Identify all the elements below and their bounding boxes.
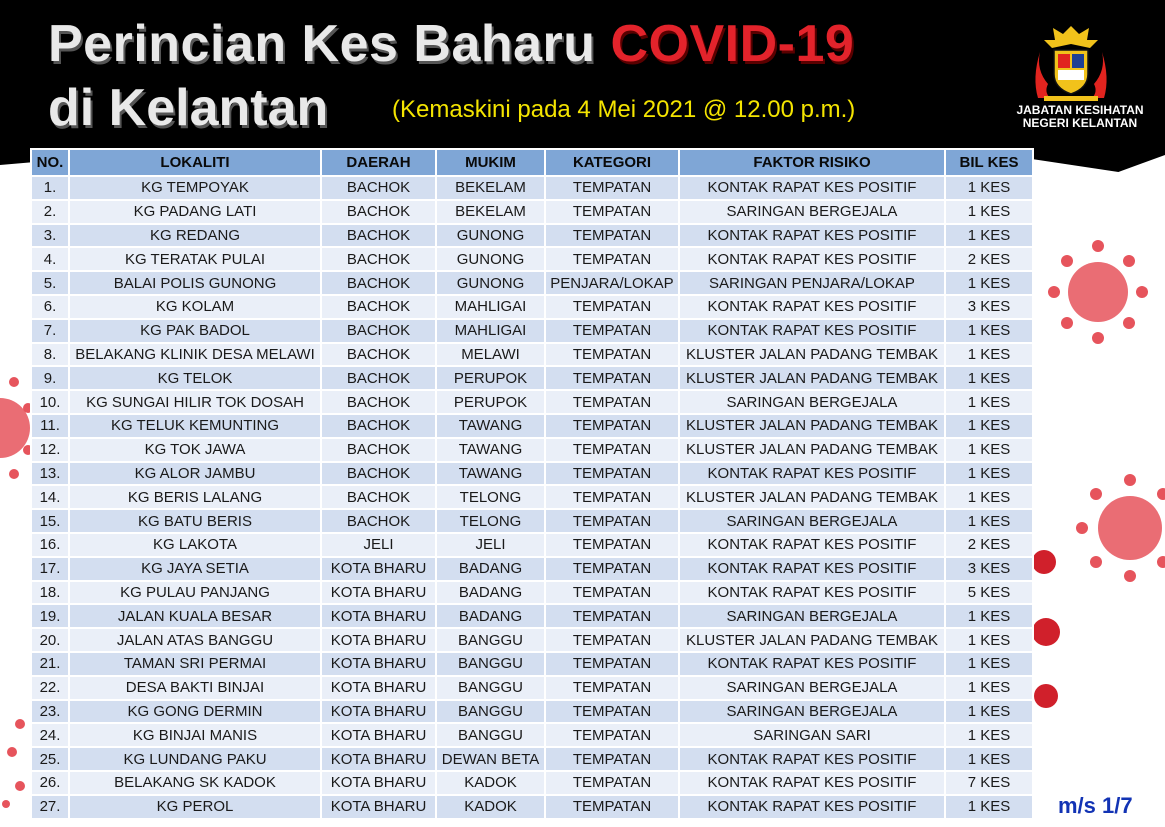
cell-no: 21. [31,652,69,676]
cell-kategori: TEMPATAN [545,438,679,462]
cell-bil-kes: 1 KES [945,366,1033,390]
cell-bil-kes: 1 KES [945,509,1033,533]
cell-kategori: TEMPATAN [545,652,679,676]
table-row [31,652,1033,676]
cell-faktor-risiko: SARINGAN BERGEJALA [679,700,945,724]
cell-no: 14. [31,485,69,509]
cell-lokaliti: BALAI POLIS GUNONG [69,271,321,295]
cell-bil-kes: 1 KES [945,271,1033,295]
cell-faktor-risiko: KONTAK RAPAT KES POSITIF [679,557,945,581]
cell-kategori: TEMPATAN [545,247,679,271]
cell-kategori: TEMPATAN [545,581,679,605]
cell-mukim: BADANG [436,557,545,581]
cell-kategori: TEMPATAN [545,200,679,224]
cell-daerah: BACHOK [321,295,436,319]
cell-lokaliti: KG SUNGAI HILIR TOK DOSAH [69,390,321,414]
cell-no: 12. [31,438,69,462]
table-row [31,485,1033,509]
cell-mukim: BANGGU [436,628,545,652]
cell-faktor-risiko: KLUSTER JALAN PADANG TEMBAK [679,343,945,367]
cell-no: 22. [31,676,69,700]
table-row [31,795,1033,819]
page-number: m/s 1/7 [1058,793,1133,818]
table-row [31,390,1033,414]
cell-faktor-risiko: SARINGAN BERGEJALA [679,604,945,628]
cell-faktor-risiko: KLUSTER JALAN PADANG TEMBAK [679,485,945,509]
cell-daerah: KOTA BHARU [321,581,436,605]
cell-no: 19. [31,604,69,628]
table-row [31,747,1033,771]
cell-daerah: KOTA BHARU [321,604,436,628]
cell-mukim: BEKELAM [436,200,545,224]
cell-mukim: TAWANG [436,462,545,486]
cases-table [30,148,1034,820]
cell-no: 17. [31,557,69,581]
cell-no: 10. [31,390,69,414]
cell-faktor-risiko: KONTAK RAPAT KES POSITIF [679,771,945,795]
cell-no: 27. [31,795,69,819]
cell-lokaliti: KG ALOR JAMBU [69,462,321,486]
cell-bil-kes: 1 KES [945,462,1033,486]
table-row [31,700,1033,724]
cell-mukim: DEWAN BETA [436,747,545,771]
cell-faktor-risiko: KONTAK RAPAT KES POSITIF [679,176,945,200]
table-row [31,557,1033,581]
cell-kategori: TEMPATAN [545,533,679,557]
cell-bil-kes: 1 KES [945,604,1033,628]
cell-lokaliti: KG JAYA SETIA [69,557,321,581]
cell-kategori: TEMPATAN [545,676,679,700]
table-row [31,604,1033,628]
cell-bil-kes: 1 KES [945,343,1033,367]
cell-daerah: BACHOK [321,271,436,295]
cell-bil-kes: 1 KES [945,652,1033,676]
cell-faktor-risiko: SARINGAN BERGEJALA [679,676,945,700]
table-row [31,509,1033,533]
cell-bil-kes: 1 KES [945,438,1033,462]
cell-faktor-risiko: SARINGAN BERGEJALA [679,200,945,224]
column-header-lokaliti: LOKALITI [69,149,321,176]
cell-mukim: BANGGU [436,723,545,747]
cell-lokaliti: KG REDANG [69,224,321,248]
cell-lokaliti: KG BERIS LALANG [69,485,321,509]
cell-mukim: MAHLIGAI [436,319,545,343]
cell-kategori: TEMPATAN [545,366,679,390]
cell-no: 4. [31,247,69,271]
cell-lokaliti: TAMAN SRI PERMAI [69,652,321,676]
cell-mukim: BANGGU [436,652,545,676]
cell-lokaliti: KG PAK BADOL [69,319,321,343]
cell-faktor-risiko: KLUSTER JALAN PADANG TEMBAK [679,414,945,438]
table-row [31,247,1033,271]
cell-daerah: BACHOK [321,390,436,414]
cell-bil-kes: 1 KES [945,795,1033,819]
cell-daerah: KOTA BHARU [321,628,436,652]
table-body [31,176,1033,819]
table-row [31,295,1033,319]
cell-kategori: TEMPATAN [545,747,679,771]
cell-bil-kes: 5 KES [945,581,1033,605]
cell-kategori: TEMPATAN [545,700,679,724]
cell-mukim: TELONG [436,485,545,509]
cell-daerah: BACHOK [321,343,436,367]
cell-daerah: BACHOK [321,366,436,390]
page-title-line2: di Kelantan [48,79,329,137]
cell-lokaliti: BELAKANG SK KADOK [69,771,321,795]
cell-bil-kes: 1 KES [945,747,1033,771]
title-part1: Perincian Kes Baharu [48,15,611,73]
cell-mukim: KADOK [436,771,545,795]
cell-bil-kes: 1 KES [945,676,1033,700]
cell-no: 2. [31,200,69,224]
table-row [31,176,1033,200]
cell-no: 16. [31,533,69,557]
cell-faktor-risiko: SARINGAN BERGEJALA [679,390,945,414]
cell-bil-kes: 3 KES [945,295,1033,319]
cell-lokaliti: KG BATU BERIS [69,509,321,533]
column-header-kategori: KATEGORI [545,149,679,176]
cell-mukim: BANGGU [436,700,545,724]
cell-mukim: GUNONG [436,271,545,295]
coat-of-arms-icon [1030,22,1112,102]
page-title [48,14,854,74]
cell-daerah: BACHOK [321,414,436,438]
cell-lokaliti: KG PEROL [69,795,321,819]
cell-bil-kes: 7 KES [945,771,1033,795]
cell-mukim: JELI [436,533,545,557]
cell-mukim: TAWANG [436,438,545,462]
cell-bil-kes: 1 KES [945,700,1033,724]
cell-no: 7. [31,319,69,343]
cell-lokaliti: KG TERATAK PULAI [69,247,321,271]
cell-mukim: BANGGU [436,676,545,700]
table-row [31,581,1033,605]
table-header-row [31,149,1033,176]
cell-daerah: JELI [321,533,436,557]
cell-kategori: TEMPATAN [545,557,679,581]
cell-bil-kes: 1 KES [945,390,1033,414]
cell-kategori: TEMPATAN [545,414,679,438]
cell-mukim: BADANG [436,604,545,628]
organization-name [1010,104,1150,130]
virus-icon [1030,540,1060,710]
cell-lokaliti: KG LAKOTA [69,533,321,557]
cell-no: 20. [31,628,69,652]
cell-bil-kes: 3 KES [945,557,1033,581]
cell-faktor-risiko: KONTAK RAPAT KES POSITIF [679,319,945,343]
table-row [31,319,1033,343]
virus-icon [1048,232,1148,352]
cell-lokaliti: KG TELUK KEMUNTING [69,414,321,438]
cell-daerah: BACHOK [321,438,436,462]
cell-daerah: KOTA BHARU [321,723,436,747]
cell-daerah: KOTA BHARU [321,700,436,724]
column-header-mukim: MUKIM [436,149,545,176]
cell-no: 15. [31,509,69,533]
table-row [31,414,1033,438]
cell-mukim: PERUPOK [436,366,545,390]
cell-kategori: PENJARA/LOKAP [545,271,679,295]
cell-mukim: PERUPOK [436,390,545,414]
table-row [31,771,1033,795]
cell-kategori: TEMPATAN [545,176,679,200]
table-row [31,366,1033,390]
cell-bil-kes: 1 KES [945,200,1033,224]
cell-no: 5. [31,271,69,295]
cell-daerah: BACHOK [321,200,436,224]
cell-bil-kes: 1 KES [945,414,1033,438]
cell-faktor-risiko: KONTAK RAPAT KES POSITIF [679,295,945,319]
cell-lokaliti: KG TELOK [69,366,321,390]
column-header-daerah: DAERAH [321,149,436,176]
cell-lokaliti: KG BINJAI MANIS [69,723,321,747]
column-header-no: NO. [31,149,69,176]
cell-daerah: BACHOK [321,509,436,533]
column-header-faktor-risiko: FAKTOR RISIKO [679,149,945,176]
cell-daerah: BACHOK [321,247,436,271]
cell-kategori: TEMPATAN [545,224,679,248]
cell-lokaliti: KG KOLAM [69,295,321,319]
cell-faktor-risiko: SARINGAN SARI [679,723,945,747]
cell-kategori: TEMPATAN [545,390,679,414]
cell-no: 8. [31,343,69,367]
cell-faktor-risiko: KLUSTER JALAN PADANG TEMBAK [679,628,945,652]
cell-faktor-risiko: KONTAK RAPAT KES POSITIF [679,224,945,248]
cell-daerah: KOTA BHARU [321,771,436,795]
cell-faktor-risiko: KONTAK RAPAT KES POSITIF [679,247,945,271]
org-line-2: NEGERI KELANTAN [1022,116,1138,130]
cell-lokaliti: JALAN KUALA BESAR [69,604,321,628]
cell-lokaliti: KG PADANG LATI [69,200,321,224]
cell-kategori: TEMPATAN [545,343,679,367]
cell-bil-kes: 2 KES [945,533,1033,557]
cell-kategori: TEMPATAN [545,771,679,795]
cell-bil-kes: 2 KES [945,247,1033,271]
cell-daerah: KOTA BHARU [321,557,436,581]
cell-faktor-risiko: KLUSTER JALAN PADANG TEMBAK [679,366,945,390]
title-covid: COVID-19 [610,15,855,73]
cell-faktor-risiko: KONTAK RAPAT KES POSITIF [679,795,945,819]
table-row [31,343,1033,367]
cell-bil-kes: 1 KES [945,628,1033,652]
cell-faktor-risiko: SARINGAN BERGEJALA [679,509,945,533]
table-row [31,533,1033,557]
cell-bil-kes: 1 KES [945,319,1033,343]
cell-faktor-risiko: KONTAK RAPAT KES POSITIF [679,533,945,557]
cell-mukim: BADANG [436,581,545,605]
cell-lokaliti: KG LUNDANG PAKU [69,747,321,771]
cell-mukim: TAWANG [436,414,545,438]
cell-mukim: MAHLIGAI [436,295,545,319]
cell-no: 26. [31,771,69,795]
table-row [31,676,1033,700]
cell-lokaliti: BELAKANG KLINIK DESA MELAWI [69,343,321,367]
cell-mukim: TELONG [436,509,545,533]
cell-daerah: BACHOK [321,224,436,248]
table-row [31,200,1033,224]
cell-daerah: BACHOK [321,319,436,343]
cell-mukim: GUNONG [436,224,545,248]
cell-mukim: MELAWI [436,343,545,367]
cell-mukim: KADOK [436,795,545,819]
org-line-1: JABATAN KESIHATAN [1016,103,1144,117]
cell-kategori: TEMPATAN [545,509,679,533]
cell-kategori: TEMPATAN [545,295,679,319]
cell-daerah: BACHOK [321,176,436,200]
cell-daerah: KOTA BHARU [321,795,436,819]
cell-kategori: TEMPATAN [545,604,679,628]
cell-daerah: BACHOK [321,485,436,509]
cell-lokaliti: KG TOK JAWA [69,438,321,462]
table-row [31,628,1033,652]
cell-bil-kes: 1 KES [945,723,1033,747]
cell-no: 24. [31,723,69,747]
cell-daerah: BACHOK [321,462,436,486]
cell-no: 1. [31,176,69,200]
cell-faktor-risiko: KONTAK RAPAT KES POSITIF [679,581,945,605]
table-row [31,723,1033,747]
cell-mukim: BEKELAM [436,176,545,200]
cell-no: 3. [31,224,69,248]
cell-kategori: TEMPATAN [545,795,679,819]
table-row [31,271,1033,295]
cell-kategori: TEMPATAN [545,723,679,747]
virus-icon [0,712,30,812]
cell-lokaliti: KG TEMPOYAK [69,176,321,200]
cell-no: 18. [31,581,69,605]
table-header [31,149,1033,176]
cell-bil-kes: 1 KES [945,224,1033,248]
cell-bil-kes: 1 KES [945,485,1033,509]
cell-faktor-risiko: KONTAK RAPAT KES POSITIF [679,747,945,771]
cell-kategori: TEMPATAN [545,628,679,652]
cell-faktor-risiko: SARINGAN PENJARA/LOKAP [679,271,945,295]
cell-faktor-risiko: KONTAK RAPAT KES POSITIF [679,652,945,676]
cell-kategori: TEMPATAN [545,462,679,486]
virus-icon [0,368,34,488]
cell-no: 11. [31,414,69,438]
column-header-bil-kes: BIL KES [945,149,1033,176]
cell-daerah: KOTA BHARU [321,652,436,676]
updated-timestamp: (Kemaskini pada 4 Mei 2021 @ 12.00 p.m.) [392,96,856,123]
virus-icon [1075,468,1165,588]
cell-kategori: TEMPATAN [545,319,679,343]
cell-lokaliti: KG GONG DERMIN [69,700,321,724]
cell-lokaliti: DESA BAKTI BINJAI [69,676,321,700]
cell-faktor-risiko: KLUSTER JALAN PADANG TEMBAK [679,438,945,462]
cell-mukim: GUNONG [436,247,545,271]
cell-lokaliti: KG PULAU PANJANG [69,581,321,605]
cell-no: 9. [31,366,69,390]
table-row [31,438,1033,462]
cell-daerah: KOTA BHARU [321,747,436,771]
cell-no: 6. [31,295,69,319]
cell-no: 23. [31,700,69,724]
cell-bil-kes: 1 KES [945,176,1033,200]
table-row [31,224,1033,248]
cell-daerah: KOTA BHARU [321,676,436,700]
cell-no: 25. [31,747,69,771]
cell-no: 13. [31,462,69,486]
cell-lokaliti: JALAN ATAS BANGGU [69,628,321,652]
table-row [31,462,1033,486]
cell-kategori: TEMPATAN [545,485,679,509]
cell-faktor-risiko: KONTAK RAPAT KES POSITIF [679,462,945,486]
